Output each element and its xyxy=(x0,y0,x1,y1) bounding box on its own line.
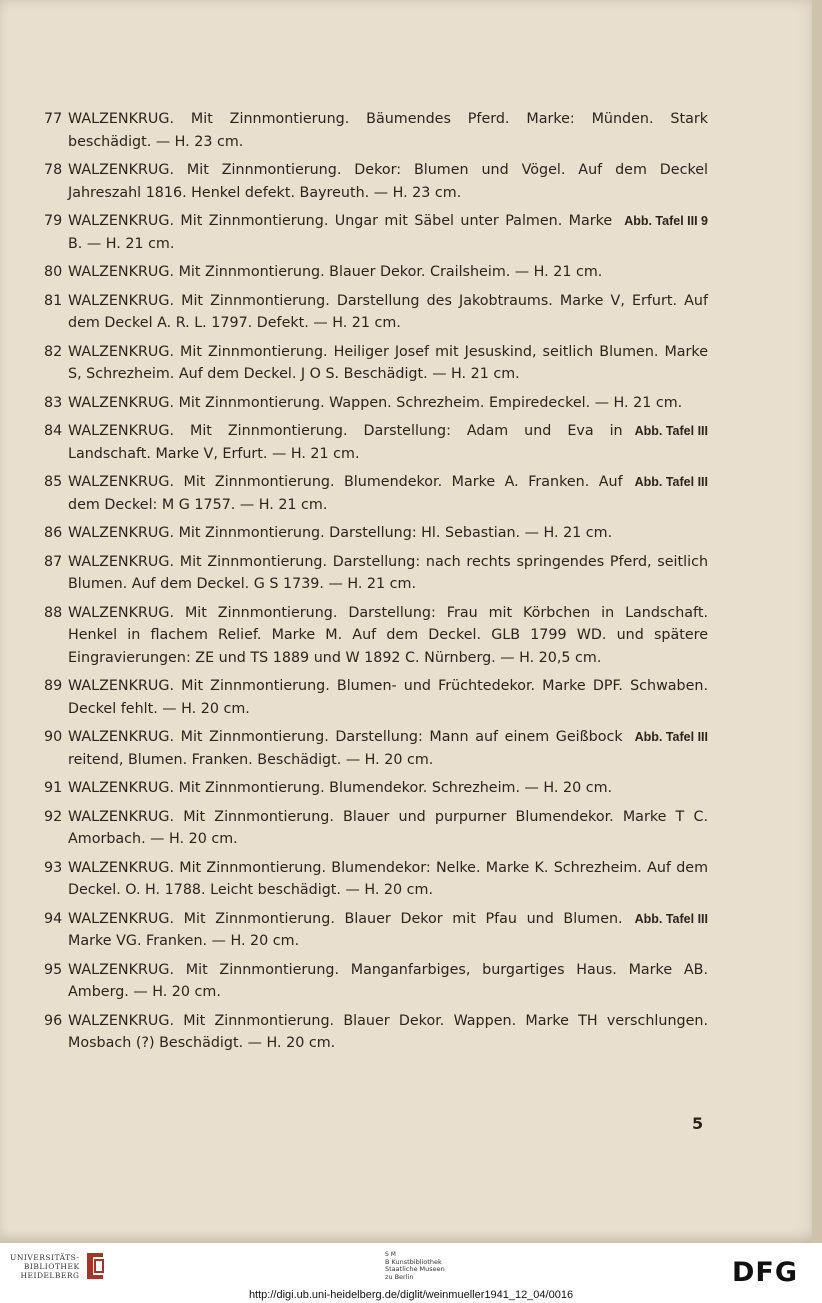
catalog-entry xyxy=(40,1010,708,1055)
entry-text: WALZENKRUG. Mit Zinnmontierung. Manganfarbiges, burgartiges Haus. Marke AB. Amberg. — H. 20 cm. xyxy=(68,961,708,1000)
entry-text: WALZENKRUG. Mit Zinnmontierung. Blumen- und Früchtedekor. Marke DPF. Schwaben. Deckel fehlt. — H. 20 cm. xyxy=(68,678,708,717)
catalog-entry xyxy=(40,210,708,255)
catalog-entry xyxy=(40,471,708,516)
entry-number: 94 xyxy=(44,910,63,927)
catalog-entry xyxy=(40,341,708,386)
entry-text: WALZENKRUG. Mit Zinnmontierung. Blauer und purpurner Blumendekor. Marke T C. Amorbach. — H. 20 cm. xyxy=(68,808,708,847)
entry-number: 80 xyxy=(44,264,63,280)
entry-number: 85 xyxy=(44,474,63,490)
heidelberg-library-logo[interactable]: UNIVERSITÄTS- BIBLIOTHEK HEIDELBERG xyxy=(10,1251,106,1281)
entry-number: 84 xyxy=(44,423,63,439)
entry-text: WALZENKRUG. Mit Zinnmontierung. Blumendekor. Marke A. Franken. Auf dem Deckel: M G 1757. — H. 21 cm. xyxy=(68,474,623,513)
entry-text: WALZENKRUG. Mit Zinnmontierung. Blauer Dekor. Wappen. Marke TH verschlungen. Mosbach (?) Beschädigt. — H. 20 cm. xyxy=(68,1012,708,1051)
smb-kunstbibliothek-logo[interactable]: S M B Kunstbibliothek Staatliche Museen zu Berlin xyxy=(385,1251,445,1281)
entry-text: WALZENKRUG. Mit Zinnmontierung. Blumendekor. Schrezheim. — H. 20 cm. xyxy=(68,780,613,796)
catalog-entry xyxy=(40,108,708,153)
entry-text: WALZENKRUG. Mit Zinnmontierung. Darstellung: Mann auf einem Geißbock reitend, Blumen. Franken. Beschädigt. — H. 20 cm. xyxy=(68,729,623,768)
catalog-entry xyxy=(40,959,708,1004)
page-number: 5 xyxy=(692,1114,704,1133)
catalog-entry xyxy=(40,857,708,902)
entry-text: WALZENKRUG. Mit Zinnmontierung. Darstellung: nach rechts springendes Pferd, seitlich Blumen. Auf dem Deckel. G S 1739. — H. 21 cm. xyxy=(68,553,708,592)
entry-number: 95 xyxy=(44,961,63,978)
entry-text: WALZENKRUG. Mit Zinnmontierung. Dekor: Blumen und Vögel. Auf dem Deckel Jahreszahl 1816. Henkel defekt. Bayreuth. — H. 23 cm. xyxy=(68,162,708,201)
source-url[interactable]: http://digi.ub.uni-heidelberg.de/diglit/weinmueller1941_12_04/0016 xyxy=(248,1289,574,1301)
entry-number: 89 xyxy=(44,678,63,694)
entry-text: WALZENKRUG. Mit Zinnmontierung. Darstellung: Adam und Eva in Landschaft. Marke V, Erfurt. — H. 21 cm. xyxy=(68,423,623,462)
catalog-entry xyxy=(40,806,708,851)
entry-number: 91 xyxy=(44,780,63,796)
catalog-entry xyxy=(40,159,708,204)
entry-number: 87 xyxy=(44,553,63,570)
entry-number: 90 xyxy=(44,729,63,745)
plate-reference: Abb. Tafel III xyxy=(634,475,708,489)
catalog-entry xyxy=(40,261,708,284)
entry-text: WALZENKRUG. Mit Zinnmontierung. Blauer Dekor mit Pfau und Blumen. Marke VG. Franken. — H. 20 cm. xyxy=(68,910,623,949)
entry-text: WALZENKRUG. Mit Zinnmontierung. Darstellung: Hl. Sebastian. — H. 21 cm. xyxy=(68,525,613,541)
catalog-entry xyxy=(40,675,708,720)
catalog-entries xyxy=(40,108,708,1061)
entry-text: WALZENKRUG. Mit Zinnmontierung. Blauer Dekor. Crailsheim. — H. 21 cm. xyxy=(68,264,603,280)
entry-text: WALZENKRUG. Mit Zinnmontierung. Heiliger Josef mit Jesuskind, seitlich Blumen. Marke S, Schrezheim. Auf dem Deckel. J O S. Beschädigt. — H. 21 cm. xyxy=(68,343,708,382)
catalog-entry xyxy=(40,602,708,670)
entry-text: WALZENKRUG. Mit Zinnmontierung. Wappen. Schrezheim. Empiredeckel. — H. 21 cm. xyxy=(68,394,683,411)
entry-text: WALZENKRUG. Mit Zinnmontierung. Blumendekor: Nelke. Marke K. Schrezheim. Auf dem Deckel. O. H. 1788. Leicht beschädigt. — H. 20 cm. xyxy=(68,859,708,898)
entry-number: 78 xyxy=(44,162,63,178)
plate-reference: Abb. Tafel III xyxy=(634,730,708,744)
catalog-entry xyxy=(40,290,708,335)
entry-number: 83 xyxy=(44,394,63,411)
entry-text: WALZENKRUG. Mit Zinnmontierung. Darstellung: Frau mit Körbchen in Landschaft. Henkel in flachem Relief. Marke M. Auf dem Deckel. GLB 1799 WD. und spätere Eingravierungen: ZE und TS 1889 und W 1892 C. Nürnberg. — H. 20,5 cm. xyxy=(68,604,708,666)
entry-number: 81 xyxy=(44,292,63,309)
plate-reference: Abb. Tafel III xyxy=(634,424,708,438)
entry-number: 92 xyxy=(44,808,63,825)
viewer-footer xyxy=(0,1243,822,1303)
entry-text: WALZENKRUG. Mit Zinnmontierung. Darstellung des Jakobtraums. Marke V, Erfurt. Auf dem Deckel A. R. L. 1797. Defekt. — H. 21 cm. xyxy=(68,292,708,331)
catalog-entry xyxy=(40,551,708,596)
catalog-entry xyxy=(40,777,708,800)
heidelberg-mark-icon xyxy=(84,1251,106,1281)
entry-number: 86 xyxy=(44,525,63,541)
entry-text: WALZENKRUG. Mit Zinnmontierung. Ungar mit Säbel unter Palmen. Marke B. — H. 21 cm. xyxy=(68,213,613,252)
plate-reference: Abb. Tafel III xyxy=(634,911,708,926)
catalog-entry xyxy=(40,420,708,465)
entry-number: 96 xyxy=(44,1012,63,1029)
entry-text: WALZENKRUG. Mit Zinnmontierung. Bäumendes Pferd. Marke: Münden. Stark beschädigt. — H. 23 cm. xyxy=(68,111,708,150)
entry-number: 93 xyxy=(44,859,63,876)
plate-reference: Abb. Tafel III 9 xyxy=(624,214,708,228)
catalog-entry xyxy=(40,392,708,415)
catalog-entry xyxy=(40,726,708,771)
dfg-logo[interactable]: DFG xyxy=(732,1257,799,1288)
entry-number: 88 xyxy=(44,604,63,621)
entry-number: 79 xyxy=(44,213,63,229)
entry-number: 82 xyxy=(44,343,63,360)
catalog-entry xyxy=(40,908,708,953)
catalog-entry xyxy=(40,522,708,545)
entry-number: 77 xyxy=(44,111,63,127)
